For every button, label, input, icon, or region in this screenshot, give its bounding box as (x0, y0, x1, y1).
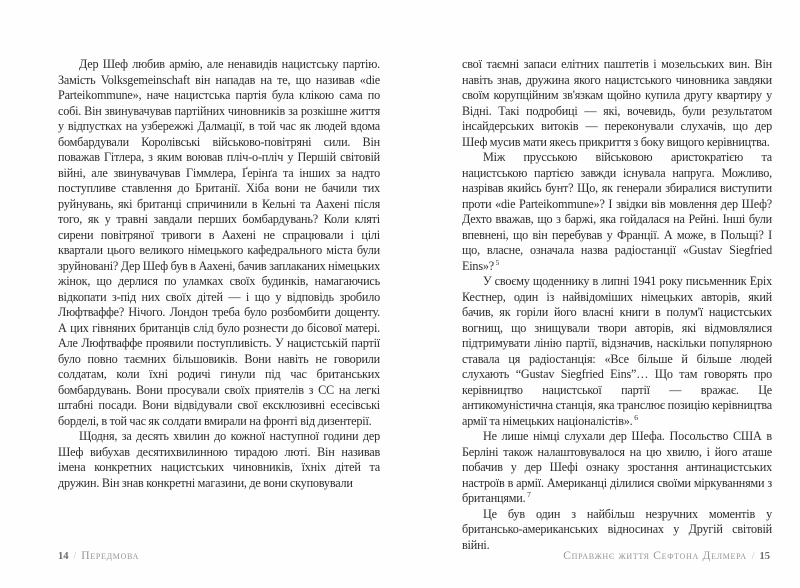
paragraph: свої таємні запаси елітних паштетів і мозельських вин. Він навіть знав, дружина якого нацистського чиновника завдяки своїм корупційним зв'язкам щойно купила другу квартиру у Відні. Такі подробиці — які, вочевидь, були результатом інсайдерських витоків — переконували слухачів, що дер Шеф мусив мати якесь прикриття з боку вищого керівництва. (462, 57, 772, 149)
footnote-marker: 7 (525, 489, 531, 499)
paragraph: У своєму щоденнику в липні 1941 року письменник Еріх Кестнер, один із найвідоміших німецьких авторів, який бачив, як горіли його власні книги в полум'ї нацистських вогнищ, що знищували твори авторів, які відмовлялися підтримувати лінію партії, відзначив, наскільки популярною ставала ця радіостанція: «Все більше й більше людей слухають “Gustav Siegfried Eins”… Що там говорять про керівництво нацистської партії — вражає. Це антикомуністична станція, яка транслює позицію керівництва армії та німецьких націоналістів». $^6$ (462, 274, 772, 428)
left-page-number: 14 (58, 551, 69, 562)
right-page-footer (563, 550, 770, 562)
left-running-title: Передмова (81, 550, 140, 562)
paragraph: Щодня, за десять хвилин до кожної наступної години дер Шеф вибухав десятихвилинною тирадою люті. Він називав імена конкретних нацистських чиновників, їхніх дітей та дружин. Він знав конкретні магазини, де вони скуповували (58, 429, 380, 490)
right-page-number: 15 (759, 551, 770, 562)
paragraph: Не лише німці слухали дер Шефа. Посольство США в Берліні також налаштовувалося на цю хвилю, і його аташе побачив у дер Шефі ознаку зростання антинацистських настроїв в армії. Американці ділилися своїми міркуваннями з британцями. $^7$ (462, 429, 772, 505)
left-page-text (58, 57, 380, 491)
footnote-marker: 5 (493, 257, 500, 267)
page-right (400, 0, 800, 588)
footer-separator: / (751, 551, 755, 562)
left-page-footer (58, 550, 139, 562)
footer-separator: / (73, 551, 77, 562)
paragraph: Між прусською військовою аристократією та нацистською партією завжди існувала напруга. Можливо, назрівав якийсь бунт? Що, як генерали збиралися виступити проти «die Parteikommune»? І звідки вів мовлення дер Шеф? Дехто вважав, що з баржі, яка гойдалася на Рейні. Інші були впевнені, що він перебував у Франції. А може, в Польщі? І що, власне, означала назва радіостанції «Gustav Siegfried Eins»? $^5$ (462, 150, 772, 273)
footnote-marker: 6 (632, 412, 638, 422)
paragraph: Дер Шеф любив армію, але ненавидів нацистську партію. Замість Volksgemeinschaft він нападав на те, що називав «die Parteikommune», наче нацистська партія була клікою сама по собі. Він звинувачував партійних чиновників за розкішне життя у відпустках на узбережжі Далмації, в той час як людей вдома бомбардували Королівські військово-повітряні сили. Він поважав Гітлера, з яким воював пліч-о-пліч у Першій світовій війні, але звинувачував Гіммлера, Ґерінґа та інших за надто поступливе ставлення до Британії. Хіба вони не бачили тих руйнувань, які британці спричинили в Кельні та Аахені після того, як у травні завдали перших бомбардувань? Коли кляті сирени повітряної тривоги в Аахені не спрацювали і цілі квартали цього великого німецького кафедрального міста були зруйновані? Дер Шеф був в Аахені, бачив заплаканих німецьких жінок, що дерлися по уламках своїх будинків, намагаючись відкопати з-під них своїх дітей — і що у відповідь зробило Люфтваффе? Нічого. Лондон треба було розбомбити дощенту. А цих гівняних британців слід було рознести до бісової матері. Але Люфтваффе проявили поступливість. У нацистській партії було повно таємних більшовиків. Вони навіть не говорили солдатам, коли їхні родичі гинули під час британських бомбардувань. Вони просували своїх приятелів з СС на легкі штабні посади. Вони відвідували свої ексклюзивні есесівські борделі, в той час як солдати вмирали на фронті від дизентерії. (58, 57, 380, 428)
right-page-text (462, 57, 772, 553)
right-running-title: Справжнє життя Сефтона Делмера (563, 550, 747, 562)
paragraph: Це був один з найбільш незручних моментів у британсько-американських відносинах у Другій світовій війні. (462, 506, 772, 552)
